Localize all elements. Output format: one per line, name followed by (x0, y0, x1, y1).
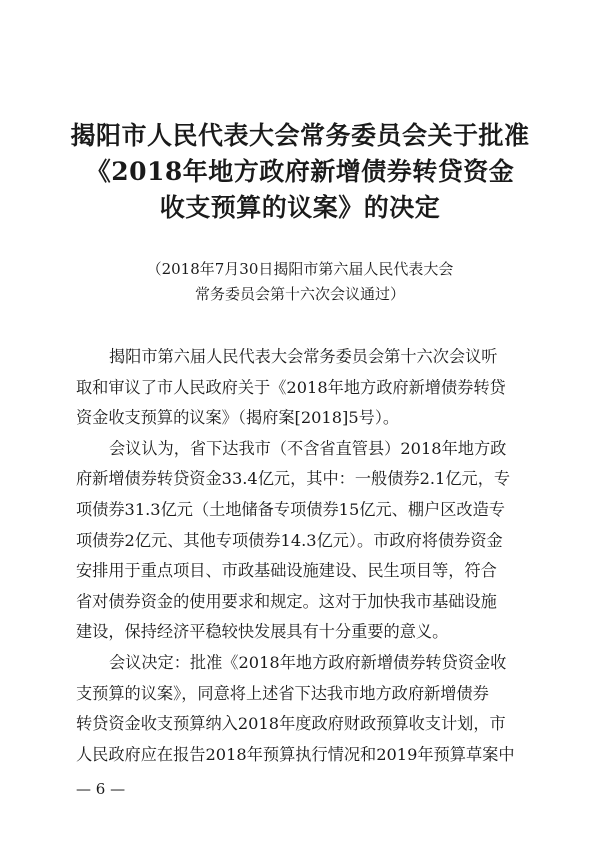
paragraph-line: 会议认为，省下达我市（不含省直管县）2018年地方政 (109, 438, 507, 458)
subtitle-line: 常务委员会第十六次会议通过） (194, 285, 405, 303)
paragraph-line: 省对债券资金的使用要求和规定。这对于加快我市基础设施 (76, 591, 497, 611)
title-line: 收支预算的议案》的决定 (159, 193, 441, 222)
paragraph-line: 揭阳市第六届人民代表大会常务委员会第十六次会议听 (109, 347, 498, 366)
paragraph-line: 府新增债券转贷资金33.4亿元，其中：一般债券2.1亿元，专 (76, 469, 511, 489)
paragraph-line: 项债券2亿元、其他专项债券14.3亿元）。市政府将债券资金 (76, 530, 503, 550)
title-line: 《2018年地方政府新增债券转贷资金 (85, 157, 515, 186)
paragraph-line: 支预算的议案》，同意将上述省下达我市地方政府新增债券 (76, 683, 489, 703)
paragraph-line: 建设，保持经济平稳较快发展具有十分重要的意义。 (76, 622, 449, 642)
title-line: 揭阳市人民代表大会常务委员会关于批准 (70, 121, 530, 150)
paragraph-line: 取和审议了市人民政府关于《2018年地方政府新增债券转贷 (76, 377, 506, 397)
subtitle-line: （2018年7月30日揭阳市第六届人民代表大会 (146, 260, 454, 278)
body-text (76, 342, 532, 770)
paragraph-line: 会议决定：批准《2018年地方政府新增债券转贷资金收 (109, 652, 507, 672)
paragraph-line: 人民政府应在报告2018年预算执行情况和2019年预算草案中 (76, 744, 515, 764)
paragraph-line: 转贷资金收支预算纳入2018年度政府财政预算收支计划，市 (76, 714, 506, 734)
page-number: — 6 — (76, 780, 126, 798)
document-title (0, 118, 600, 226)
adoption-note (0, 257, 600, 307)
paragraph-line: 项债券31.3亿元（土地储备专项债券15亿元、棚户区改造专 (76, 499, 505, 519)
paragraph-line: 安排用于重点项目、市政基础设施建设、民生项目等，符合 (76, 561, 497, 581)
paragraph-line: 资金收支预算的议案》（揭府案[2018]5号）。 (76, 408, 400, 428)
